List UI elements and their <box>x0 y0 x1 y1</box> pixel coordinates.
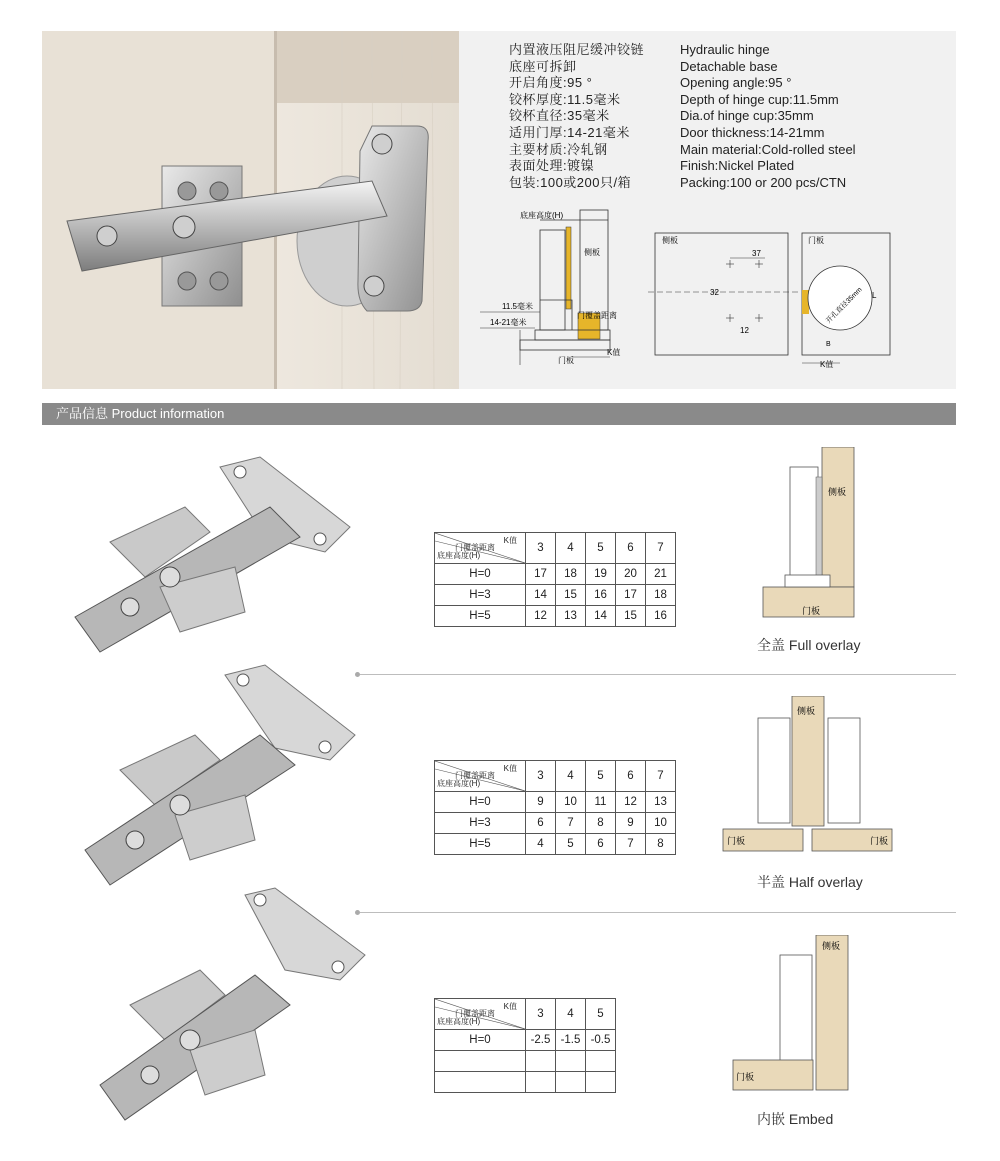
col-header: 6 <box>616 761 646 792</box>
cell: 7 <box>616 834 646 855</box>
header-base: 底座高度(H) <box>437 551 481 560</box>
col-header: 3 <box>526 999 556 1030</box>
header-overlay: 门覆盖距离 <box>455 1009 495 1018</box>
cell: 13 <box>556 606 586 627</box>
hinge-photo-embed <box>95 885 380 1125</box>
label-cup-depth: 11.5毫米 <box>502 302 533 311</box>
header-k: K值 <box>503 764 517 773</box>
row-label <box>435 1051 526 1072</box>
table-row <box>435 1030 616 1051</box>
cell: -2.5 <box>526 1030 556 1051</box>
cell: 16 <box>586 585 616 606</box>
table-corner-header <box>435 999 526 1030</box>
hinge-section-drawing <box>480 205 630 370</box>
table-row <box>435 834 676 855</box>
cell: 16 <box>646 606 676 627</box>
row-label: H=5 <box>435 834 526 855</box>
label-side-panel: 侧板 <box>584 248 600 257</box>
table-row <box>435 564 676 585</box>
cell: 15 <box>556 585 586 606</box>
cell: 5 <box>556 834 586 855</box>
table-row <box>435 1051 616 1072</box>
label-mini-door-right: 门板 <box>870 836 889 846</box>
label-hole-diameter: 开孔直径35mm <box>825 286 864 325</box>
table-row <box>435 813 676 834</box>
spec-en-line: Hydraulic hinge <box>680 42 770 57</box>
table-row <box>435 792 676 813</box>
cell: 17 <box>616 585 646 606</box>
spec-cn-line: 主要材质:冷轧钢 <box>509 141 608 157</box>
spec-list-cn <box>509 42 644 191</box>
spec-cn-line: 铰杯厚度:11.5毫米 <box>509 91 621 107</box>
cell <box>586 1072 616 1093</box>
cell: 12 <box>526 606 556 627</box>
k-value-table-half-overlay <box>434 760 676 855</box>
col-header: 6 <box>616 533 646 564</box>
col-header: 5 <box>586 999 616 1030</box>
drilling-plan-drawing <box>640 228 900 376</box>
row-label: H=0 <box>435 792 526 813</box>
embed-diagram <box>730 935 855 1095</box>
label-dim-32: 32 <box>710 288 719 297</box>
label-door-panel: 门板 <box>558 356 574 365</box>
spec-en-line: Dia.of hinge cup:35mm <box>680 108 814 124</box>
cell: -1.5 <box>556 1030 586 1051</box>
cell <box>586 1051 616 1072</box>
spec-en-line: Packing:100 or 200 pcs/CTN <box>680 174 847 190</box>
row-label: H=3 <box>435 585 526 606</box>
cell: 14 <box>586 606 616 627</box>
cell: 9 <box>616 813 646 834</box>
spec-en-line: Opening angle:95 ° <box>680 75 792 91</box>
cell: 20 <box>616 564 646 585</box>
table-row <box>435 1072 616 1093</box>
cell: 12 <box>616 792 646 813</box>
cell: 10 <box>556 792 586 813</box>
header-k: K值 <box>503 536 517 545</box>
header-overlay: 门覆盖距离 <box>455 771 495 780</box>
section-divider <box>360 674 956 675</box>
label-plan-door-panel: 门板 <box>808 236 824 245</box>
col-header: 7 <box>646 761 676 792</box>
label-mini-door: 门板 <box>802 606 821 616</box>
table-corner-header <box>435 761 526 792</box>
cell: 7 <box>556 813 586 834</box>
header-base: 底座高度(H) <box>437 779 481 788</box>
spec-cn-line: 开启角度:95 ° <box>509 75 593 91</box>
label-mini-side: 侧板 <box>828 487 847 497</box>
k-value-table-full-overlay <box>434 532 676 627</box>
spec-cn-line: 表面处理:镀镍 <box>509 158 595 174</box>
cell: 4 <box>526 834 556 855</box>
spec-cn-line: 适用门厚:14-21毫米 <box>509 124 630 140</box>
spec-en-line: Depth of hinge cup:11.5mm <box>680 91 839 107</box>
col-header: 5 <box>586 533 616 564</box>
cell: 8 <box>646 834 676 855</box>
row-label <box>435 1072 526 1093</box>
label-plan-side-panel: 侧板 <box>662 236 678 245</box>
caption-embed: 内嵌 Embed <box>757 1111 834 1127</box>
label-dim-B: B <box>826 341 831 348</box>
row-label: H=3 <box>435 813 526 834</box>
spec-en-line: Detachable base <box>680 58 778 74</box>
spec-cn-line: 内置液压阻尼缓冲铰链 <box>509 42 645 57</box>
spec-en-line: Main material:Cold-rolled steel <box>680 141 856 157</box>
header-k: K值 <box>503 1002 517 1011</box>
label-dim-L: L <box>872 291 877 300</box>
label-dim-12: 12 <box>740 326 749 335</box>
cell: 18 <box>646 585 676 606</box>
label-plan-k-value: K值 <box>820 360 834 369</box>
cell: 10 <box>646 813 676 834</box>
hinge-installed-photo <box>42 31 459 389</box>
header-overlay: 门覆盖距离 <box>455 543 495 552</box>
hinge-photo-full-overlay <box>70 447 355 662</box>
cell <box>556 1072 586 1093</box>
label-door-overlay: 门覆盖距离 <box>577 311 617 320</box>
cell: 8 <box>586 813 616 834</box>
cell: 6 <box>586 834 616 855</box>
spec-cn-line: 底座可拆卸 <box>509 58 577 74</box>
spec-cn-line: 铰杯直径:35毫米 <box>509 108 610 124</box>
hinge-photo-half-overlay <box>80 660 360 890</box>
col-header: 7 <box>646 533 676 564</box>
row-label: H=0 <box>435 564 526 585</box>
cell: 9 <box>526 792 556 813</box>
col-header: 4 <box>556 999 586 1030</box>
row-label: H=0 <box>435 1030 526 1051</box>
cell: -0.5 <box>586 1030 616 1051</box>
table-row <box>435 606 676 627</box>
label-base-height: 底座高度(H) <box>520 211 564 220</box>
cell <box>556 1051 586 1072</box>
label-mini-side-2: 侧板 <box>797 706 816 716</box>
cell: 17 <box>526 564 556 585</box>
section-title: 产品信息 Product information <box>56 406 225 421</box>
col-header: 4 <box>556 533 586 564</box>
row-label: H=5 <box>435 606 526 627</box>
cell: 14 <box>526 585 556 606</box>
half-overlay-diagram <box>720 696 895 856</box>
spec-list-en <box>680 42 856 191</box>
section-header <box>42 403 956 425</box>
section-divider <box>360 912 956 913</box>
col-header: 3 <box>526 761 556 792</box>
label-mini-door-left: 门板 <box>727 836 746 846</box>
table-corner-header <box>435 533 526 564</box>
col-header: 4 <box>556 761 586 792</box>
cell: 18 <box>556 564 586 585</box>
cell: 15 <box>616 606 646 627</box>
label-dim-37: 37 <box>752 249 761 258</box>
cell <box>526 1072 556 1093</box>
cell: 13 <box>646 792 676 813</box>
label-mini-side-3: 侧板 <box>822 941 841 951</box>
spec-en-line: Finish:Nickel Plated <box>680 158 795 174</box>
caption-half-overlay: 半盖 Half overlay <box>757 874 863 890</box>
cell: 19 <box>586 564 616 585</box>
k-value-table-embed <box>434 998 616 1093</box>
spec-cn-line: 包装:100或200只/箱 <box>509 174 632 190</box>
label-k-value: K值 <box>607 348 621 357</box>
col-header: 5 <box>586 761 616 792</box>
caption-full-overlay: 全盖 Full overlay <box>757 637 861 653</box>
cell: 11 <box>586 792 616 813</box>
label-door-thickness: 14-21毫米 <box>490 318 527 327</box>
full-overlay-diagram <box>760 447 860 622</box>
label-mini-door-3: 门板 <box>736 1072 755 1082</box>
cell: 6 <box>526 813 556 834</box>
header-base: 底座高度(H) <box>437 1017 481 1026</box>
table-row <box>435 585 676 606</box>
cell <box>526 1051 556 1072</box>
col-header: 3 <box>526 533 556 564</box>
spec-en-line: Door thickness:14-21mm <box>680 124 825 140</box>
cell: 21 <box>646 564 676 585</box>
